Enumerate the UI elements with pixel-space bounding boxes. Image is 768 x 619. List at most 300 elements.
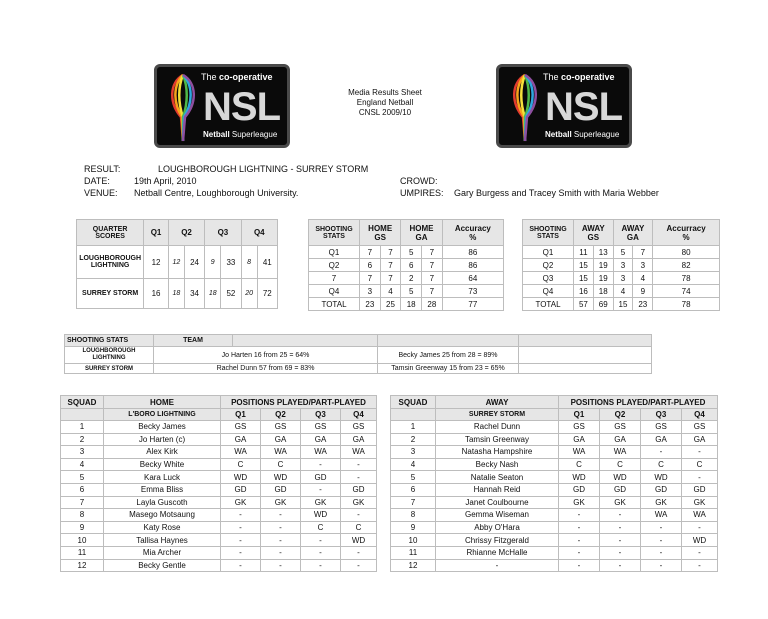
accuracy-cell: 86 — [442, 246, 503, 259]
sheet-title-line3: CNSL 2009/10 — [358, 108, 412, 117]
sheet-title-line2: England Netball — [356, 98, 414, 107]
q4-position: GD — [682, 483, 718, 496]
blank-header — [519, 335, 652, 347]
player-name: Kara Luck — [104, 471, 221, 484]
q3-position: GK — [301, 496, 341, 509]
table-row — [523, 298, 720, 311]
q2-position: WD — [261, 471, 301, 484]
q1-position: - — [221, 559, 261, 572]
squad-number: 2 — [391, 433, 436, 446]
table-row — [61, 546, 377, 559]
running-score-cell: 24 — [184, 246, 204, 279]
netball-swirl-icon — [507, 73, 543, 143]
score-cell: 16 — [144, 279, 169, 309]
stat-cell: 11 — [574, 246, 594, 259]
q4-position: - — [682, 559, 718, 572]
q1-position: GK — [221, 496, 261, 509]
table-row — [523, 246, 720, 259]
q2-position: - — [600, 521, 641, 534]
accuracy-header: Accurracy % — [653, 220, 720, 246]
table-row — [77, 279, 278, 309]
quarter-label: Q4 — [309, 285, 360, 298]
shooting-stats-title: SHOOTING STATS — [523, 220, 574, 246]
q4-position: WA — [682, 509, 718, 522]
squad-number: 8 — [391, 509, 436, 522]
q4-position: - — [682, 471, 718, 484]
table-row — [65, 347, 652, 364]
logo-superleague-text: Netball Superleague — [203, 130, 278, 139]
q2-position: - — [600, 534, 641, 547]
stat-cell: 6 — [401, 259, 422, 272]
table-row — [61, 483, 377, 496]
q2-position: GS — [261, 421, 301, 434]
quarter-score-cell: 18 — [205, 279, 221, 309]
q2-position: - — [600, 509, 641, 522]
squad-number: 5 — [61, 471, 104, 484]
q1-position: GK — [559, 496, 600, 509]
q4-header: Q4 — [241, 220, 277, 246]
venue-value: Netball Centre, Loughborough University. — [134, 188, 299, 198]
table-row — [61, 471, 377, 484]
stat-cell: 7 — [360, 272, 381, 285]
q2-position: GD — [600, 483, 641, 496]
positions-header: POSITIONS PLAYED/PART-PLAYED — [559, 396, 718, 409]
q4-position: - — [341, 559, 377, 572]
q3-position: WD — [641, 471, 682, 484]
stat-cell: 23 — [633, 298, 653, 311]
q3-position: - — [301, 534, 341, 547]
result-label: RESULT: — [84, 164, 121, 174]
q2-position: WD — [600, 471, 641, 484]
table-row — [61, 559, 377, 572]
player-name: Tallisa Haynes — [104, 534, 221, 547]
team-shooting-table — [64, 334, 652, 374]
stat-cell: 7 — [422, 259, 443, 272]
q3-position: - — [641, 546, 682, 559]
table-row — [523, 285, 720, 298]
stat-cell: 69 — [593, 298, 613, 311]
squad-number: 11 — [391, 546, 436, 559]
q3-header: Q3 — [301, 409, 341, 421]
squad-number: 7 — [61, 496, 104, 509]
stat-cell: 13 — [593, 246, 613, 259]
q2-position: GK — [600, 496, 641, 509]
q1-position: - — [559, 509, 600, 522]
q3-header: Q3 — [641, 409, 682, 421]
accuracy-cell: 74 — [653, 285, 720, 298]
player-name: Mia Archer — [104, 546, 221, 559]
squad-header: SQUAD — [61, 396, 104, 409]
q4-position: - — [682, 521, 718, 534]
q3-position: GS — [641, 421, 682, 434]
q4-position: - — [341, 546, 377, 559]
home-squad-table — [60, 395, 377, 572]
team-subheader: SURREY STORM — [436, 409, 559, 421]
player-name: Becky Gentle — [104, 559, 221, 572]
home-ga-header: HOME GA — [401, 220, 442, 246]
team-name: LOUGHBOROUGH LIGHTNING — [77, 246, 144, 279]
q4-position: GA — [341, 433, 377, 446]
squad-number: 10 — [61, 534, 104, 547]
squad-number: 8 — [61, 509, 104, 522]
player-name: Rachel Dunn — [436, 421, 559, 434]
player-name: Jo Harten (c) — [104, 433, 221, 446]
q3-position: GD — [641, 483, 682, 496]
running-score-cell: 41 — [257, 246, 277, 279]
quarter-score-cell: 20 — [241, 279, 257, 309]
q1-position: GS — [559, 421, 600, 434]
stat-cell: 15 — [574, 259, 594, 272]
q4-position: - — [341, 458, 377, 471]
away-header: AWAY — [436, 396, 559, 409]
q2-position: - — [600, 546, 641, 559]
stat-cell: 28 — [422, 298, 443, 311]
q1-position: - — [559, 521, 600, 534]
quarter-scores-title: QUARTER SCORES — [77, 220, 144, 246]
quarter-label: Q2 — [309, 259, 360, 272]
blank-header — [391, 409, 436, 421]
away-gs-header: AWAY GS — [574, 220, 614, 246]
table-row — [391, 521, 718, 534]
q3-position: GD — [301, 471, 341, 484]
q2-position: GA — [261, 433, 301, 446]
squad-number: 1 — [391, 421, 436, 434]
q2-position: GA — [600, 433, 641, 446]
q2-position: WA — [600, 446, 641, 459]
player-name: Natasha Hampshire — [436, 446, 559, 459]
table-row — [391, 496, 718, 509]
squad-header: SQUAD — [391, 396, 436, 409]
stat-cell: 4 — [380, 285, 401, 298]
positions-header: POSITIONS PLAYED/PART-PLAYED — [221, 396, 377, 409]
squad-number: 3 — [61, 446, 104, 459]
q3-position: - — [641, 559, 682, 572]
logo-nsl-text: NSL — [545, 85, 622, 129]
total-label: TOTAL — [523, 298, 574, 311]
squad-number: 11 — [61, 546, 104, 559]
q4-position: - — [682, 446, 718, 459]
q4-position: - — [341, 509, 377, 522]
quarter-score-cell: 9 — [205, 246, 221, 279]
stat-cell: 2 — [401, 272, 422, 285]
quarter-score-cell: 12 — [168, 246, 184, 279]
stat-cell: 16 — [574, 285, 594, 298]
q1-position: - — [559, 534, 600, 547]
table-row — [65, 364, 652, 374]
running-score-cell: 34 — [184, 279, 204, 309]
q2-position: - — [600, 559, 641, 572]
stat-cell: 7 — [380, 246, 401, 259]
player-name: Katy Rose — [104, 521, 221, 534]
q4-position: GK — [341, 496, 377, 509]
q3-position: - — [301, 559, 341, 572]
stat-cell: 7 — [422, 272, 443, 285]
logo-superleague-text: Netball Superleague — [545, 130, 620, 139]
q1-header: Q1 — [144, 220, 169, 246]
table-row — [391, 483, 718, 496]
squad-number: 2 — [61, 433, 104, 446]
player-name: Becky Nash — [436, 458, 559, 471]
team-header: TEAM — [154, 335, 233, 347]
stat-cell: 57 — [574, 298, 594, 311]
q4-header: Q4 — [341, 409, 377, 421]
q4-position: GK — [682, 496, 718, 509]
accuracy-cell: 78 — [653, 272, 720, 285]
player-name: Hannah Reid — [436, 483, 559, 496]
sheet-title — [300, 88, 470, 118]
table-row — [391, 433, 718, 446]
stat-cell: 5 — [401, 285, 422, 298]
blank-cell — [519, 364, 652, 374]
q4-position: C — [341, 521, 377, 534]
q4-position: - — [682, 546, 718, 559]
squad-number: 4 — [61, 458, 104, 471]
team-subheader: L'BORO LIGHTNING — [104, 409, 221, 421]
stat-cell: 15 — [574, 272, 594, 285]
player-name: Tamsin Greenway — [436, 433, 559, 446]
q1-position: GS — [221, 421, 261, 434]
team-name: SURREY STORM — [77, 279, 144, 309]
q2-position: GS — [600, 421, 641, 434]
table-row — [61, 496, 377, 509]
quarter-label: Q1 — [309, 246, 360, 259]
q1-position: GA — [559, 433, 600, 446]
shooting-stats-title: SHOOTING STATS — [309, 220, 360, 246]
player-name: - — [436, 559, 559, 572]
table-row — [61, 534, 377, 547]
quarter-label: Q4 — [523, 285, 574, 298]
ga-summary: Tamsin Greenway 15 from 23 = 65% — [378, 364, 519, 374]
player-name: Layla Guscoth — [104, 496, 221, 509]
stat-cell: 19 — [593, 272, 613, 285]
stat-cell: 25 — [380, 298, 401, 311]
table-row — [309, 285, 504, 298]
away-squad-table — [390, 395, 718, 572]
table-row — [391, 471, 718, 484]
table-row — [61, 433, 377, 446]
stat-cell: 19 — [593, 259, 613, 272]
stat-cell: 9 — [633, 285, 653, 298]
stat-cell: 3 — [613, 259, 633, 272]
blank-header — [61, 409, 104, 421]
squad-number: 4 — [391, 458, 436, 471]
stat-cell: 23 — [360, 298, 381, 311]
table-row — [391, 546, 718, 559]
team-name: SURREY STORM — [65, 364, 154, 374]
q1-position: WD — [221, 471, 261, 484]
stat-cell: 4 — [613, 285, 633, 298]
q4-position: GD — [341, 483, 377, 496]
q1-position: C — [559, 458, 600, 471]
table-row — [61, 521, 377, 534]
stat-cell: 18 — [593, 285, 613, 298]
player-name: Abby O'Hara — [436, 521, 559, 534]
q2-position: WA — [261, 446, 301, 459]
table-row — [309, 272, 504, 285]
stat-cell: 15 — [613, 298, 633, 311]
q4-header: Q4 — [682, 409, 718, 421]
q4-position: GS — [341, 421, 377, 434]
q1-position: GA — [221, 433, 261, 446]
player-name: Rhianne McHalle — [436, 546, 559, 559]
squad-number: 6 — [391, 483, 436, 496]
stat-cell: 18 — [401, 298, 422, 311]
stat-cell: 5 — [401, 246, 422, 259]
squad-number: 1 — [61, 421, 104, 434]
q1-position: - — [221, 546, 261, 559]
q3-position: C — [301, 521, 341, 534]
q4-position: WD — [682, 534, 718, 547]
q2-header: Q2 — [261, 409, 301, 421]
q1-position: WA — [221, 446, 261, 459]
accuracy-cell: 73 — [442, 285, 503, 298]
umpires-value: Gary Burgess and Tracey Smith with Maria Webber — [454, 188, 659, 198]
squad-number: 6 — [61, 483, 104, 496]
q2-position: C — [600, 458, 641, 471]
quarter-score-cell: 8 — [241, 246, 257, 279]
q3-position: - — [301, 458, 341, 471]
accuracy-cell: 64 — [442, 272, 503, 285]
q3-position: GK — [641, 496, 682, 509]
q1-position: WD — [559, 471, 600, 484]
table-row — [391, 559, 718, 572]
logo-coop-text: The co-operative — [201, 72, 273, 82]
q3-header: Q3 — [205, 220, 241, 246]
q3-position: - — [641, 534, 682, 547]
q3-position: C — [641, 458, 682, 471]
q3-position: GA — [301, 433, 341, 446]
ga-summary: Becky James 25 from 28 = 89% — [378, 347, 519, 364]
player-name: Becky James — [104, 421, 221, 434]
quarter-label: Q3 — [523, 272, 574, 285]
squad-number: 12 — [61, 559, 104, 572]
blank-cell — [519, 347, 652, 364]
crowd-label: CROWD: — [400, 176, 438, 186]
q3-position: - — [641, 521, 682, 534]
player-name: Becky White — [104, 458, 221, 471]
stat-cell: 5 — [613, 246, 633, 259]
table-row — [77, 246, 278, 279]
stat-cell: 3 — [360, 285, 381, 298]
date-label: DATE: — [84, 176, 110, 186]
squad-number: 7 — [391, 496, 436, 509]
q2-header: Q2 — [168, 220, 204, 246]
accuracy-header: Accuracy % — [442, 220, 503, 246]
q2-position: GD — [261, 483, 301, 496]
accuracy-cell: 78 — [653, 298, 720, 311]
quarter-label: Q2 — [523, 259, 574, 272]
squad-number: 5 — [391, 471, 436, 484]
date-value: 19th April, 2010 — [134, 176, 197, 186]
away-shooting-table — [522, 219, 720, 311]
running-score-cell: 52 — [221, 279, 241, 309]
q1-position: - — [221, 534, 261, 547]
table-row — [309, 259, 504, 272]
q4-position: WA — [341, 446, 377, 459]
q3-position: GS — [301, 421, 341, 434]
gs-summary: Rachel Dunn 57 from 69 = 83% — [154, 364, 378, 374]
venue-label: VENUE: — [84, 188, 118, 198]
q1-position: - — [221, 509, 261, 522]
stat-cell: 3 — [633, 259, 653, 272]
nsl-logo-left — [154, 64, 290, 148]
table-row — [61, 446, 377, 459]
home-shooting-table — [308, 219, 504, 311]
player-name: Gemma Wiseman — [436, 509, 559, 522]
home-header: HOME — [104, 396, 221, 409]
ga-summary-header — [378, 335, 519, 347]
quarter-score-cell: 18 — [168, 279, 184, 309]
player-name: Alex Kirk — [104, 446, 221, 459]
q3-position: GA — [641, 433, 682, 446]
accuracy-cell: 77 — [442, 298, 503, 311]
squad-number: 3 — [391, 446, 436, 459]
q1-position: GD — [221, 483, 261, 496]
q4-position: GA — [682, 433, 718, 446]
squad-number: 12 — [391, 559, 436, 572]
q2-position: - — [261, 521, 301, 534]
quarter-label: Q1 — [523, 246, 574, 259]
sheet-title-line1: Media Results Sheet — [348, 88, 422, 97]
accuracy-cell: 82 — [653, 259, 720, 272]
q1-position: GD — [559, 483, 600, 496]
q1-header: Q1 — [221, 409, 261, 421]
table-row — [391, 458, 718, 471]
team-shooting-title: SHOOTING STATS — [65, 335, 154, 347]
table-row — [523, 259, 720, 272]
stat-cell: 6 — [360, 259, 381, 272]
score-cell: 12 — [144, 246, 169, 279]
table-row — [61, 509, 377, 522]
player-name: Janet Coulbourne — [436, 496, 559, 509]
stat-cell: 7 — [422, 285, 443, 298]
quarter-scores-table — [76, 219, 278, 309]
table-row — [309, 298, 504, 311]
q2-position: - — [261, 559, 301, 572]
netball-swirl-icon — [165, 73, 201, 143]
away-ga-header: AWAY GA — [613, 220, 653, 246]
q3-position: WA — [301, 446, 341, 459]
player-name: Chrissy Fitzgerald — [436, 534, 559, 547]
running-score-cell: 33 — [221, 246, 241, 279]
q2-position: - — [261, 534, 301, 547]
team-name: LOUGHBOROUGH LIGHTNING — [65, 347, 154, 364]
umpires-label: UMPIRES: — [400, 188, 444, 198]
table-row — [391, 534, 718, 547]
squad-number: 9 — [61, 521, 104, 534]
q1-position: - — [559, 559, 600, 572]
gs-summary: Jo Harten 16 from 25 = 64% — [154, 347, 378, 364]
accuracy-cell: 86 — [442, 259, 503, 272]
q3-position: - — [301, 483, 341, 496]
home-gs-header: HOME GS — [360, 220, 401, 246]
stat-cell: 7 — [422, 246, 443, 259]
nsl-logo-right — [496, 64, 632, 148]
q3-position: - — [301, 546, 341, 559]
q2-position: - — [261, 546, 301, 559]
q2-position: - — [261, 509, 301, 522]
table-row — [61, 458, 377, 471]
q1-position: - — [559, 546, 600, 559]
stat-cell: 7 — [380, 259, 401, 272]
stat-cell: 7 — [380, 272, 401, 285]
accuracy-cell: 80 — [653, 246, 720, 259]
table-row — [391, 509, 718, 522]
result-value: LOUGHBOROUGH LIGHTNING - SURREY STORM — [158, 164, 369, 174]
q1-position: C — [221, 458, 261, 471]
squad-number: 10 — [391, 534, 436, 547]
logo-nsl-text: NSL — [203, 85, 280, 129]
